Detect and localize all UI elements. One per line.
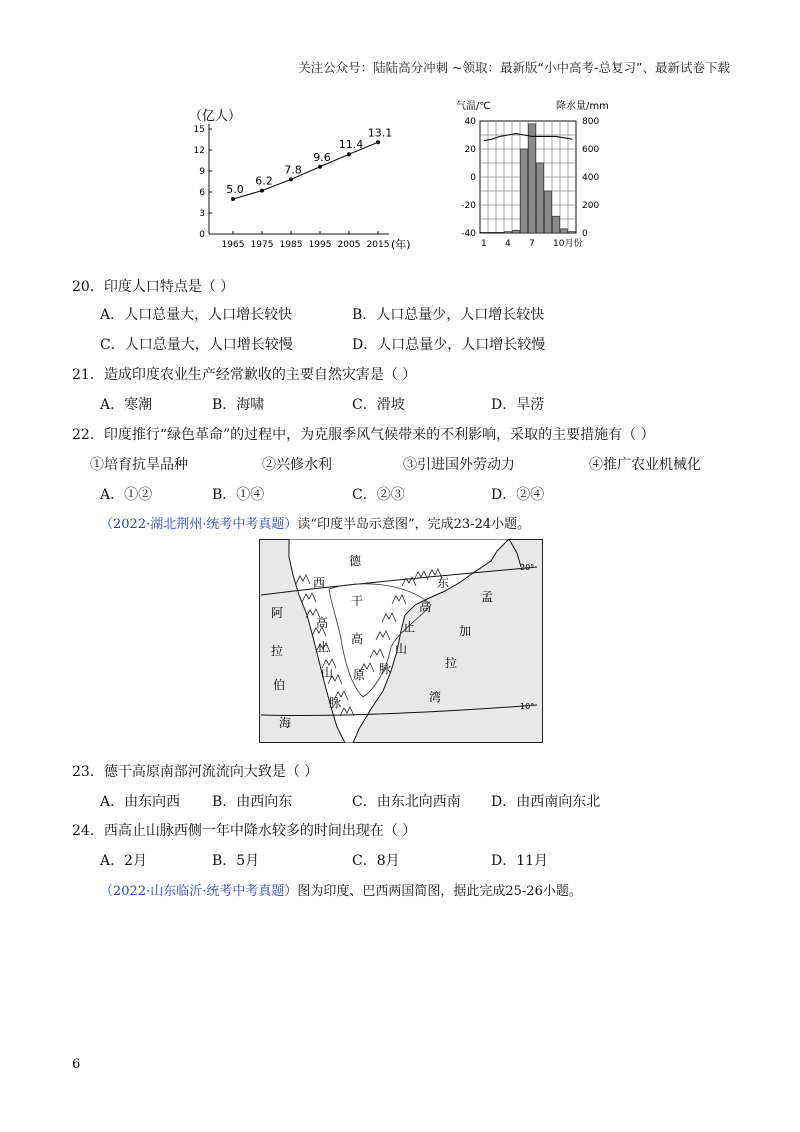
temp-tick: 40 xyxy=(464,117,476,127)
population-x-tick: 1965 xyxy=(221,240,245,250)
precip-bar xyxy=(537,163,544,233)
eastern-ghats-label: 东 xyxy=(437,576,450,590)
precip-bar xyxy=(545,191,552,233)
bay-of-bengal-label: 孟 xyxy=(481,590,494,604)
page-number: 6 xyxy=(72,1057,81,1072)
bay-of-bengal-label: 加 xyxy=(459,624,472,638)
climate-chart xyxy=(448,96,618,256)
temp-tick: -40 xyxy=(461,229,476,239)
precip-bar xyxy=(505,232,512,233)
population-y-tick: 6 xyxy=(199,188,205,198)
precip-bar xyxy=(521,149,528,233)
precip-bar xyxy=(561,229,568,233)
eastern-ghats-label: 高 xyxy=(419,600,432,614)
q22-option-b[interactable]: B．①④ xyxy=(212,487,265,503)
deccan-plateau-label: 干 xyxy=(351,594,364,608)
q20-option-a[interactable]: A．人口总量大，人口增长较快 xyxy=(100,307,293,323)
western-ghats-label: 山 xyxy=(321,666,334,680)
question-23: 23．德干高原南部河流流向大致是（ ） xyxy=(72,764,319,780)
population-point xyxy=(376,140,380,144)
q23-option-c[interactable]: C．由东北向西南 xyxy=(352,794,461,810)
source-tag: （2022·湖北荆州·统考中考真题） xyxy=(100,517,298,532)
eastern-ghats-label: 脉 xyxy=(379,662,392,676)
population-point xyxy=(289,177,293,181)
precip-tick: 800 xyxy=(582,117,600,127)
population-value-label: 7.8 xyxy=(284,163,302,177)
intro-23-24 xyxy=(100,513,530,532)
population-x-tick: 1985 xyxy=(279,240,303,250)
q20-option-c[interactable]: C．人口总量大，人口增长较慢 xyxy=(100,337,293,353)
temp-axis-label: 气温/℃ xyxy=(456,101,491,112)
arabian-sea-label: 拉 xyxy=(271,644,284,658)
population-x-label: (年) xyxy=(391,238,411,250)
q22-statement-3: ③引进国外劳动力 xyxy=(403,457,515,473)
precip-tick: 400 xyxy=(582,173,600,183)
q21-option-a[interactable]: A．寒潮 xyxy=(100,397,153,413)
population-y-tick: 3 xyxy=(199,209,205,219)
month-tick: 4 xyxy=(505,239,511,249)
intro-25-26 xyxy=(100,880,582,899)
q21-option-c[interactable]: C．滑坡 xyxy=(352,397,405,413)
source-tag: （2022·山东临沂·统考中考真题） xyxy=(100,884,298,899)
population-value-label: 6.2 xyxy=(255,174,273,188)
question-20: 20．印度人口特点是（ ） xyxy=(72,279,235,295)
bay-of-bengal-label: 湾 xyxy=(429,690,442,704)
q20-option-d[interactable]: D．人口总量少，人口增长较慢 xyxy=(352,337,546,353)
western-ghats-label: 脉 xyxy=(329,696,342,710)
population-y-tick: 0 xyxy=(199,230,205,240)
population-point xyxy=(260,189,264,193)
population-point xyxy=(318,165,322,169)
lat-10-label: 10° xyxy=(520,702,535,711)
population-value-label: 5.0 xyxy=(226,183,244,196)
india-peninsula-map xyxy=(259,539,543,743)
arabian-sea-label: 海 xyxy=(279,716,292,730)
precip-bar xyxy=(497,232,504,233)
precip-axis-label: 降水量/mm xyxy=(556,101,609,112)
population-value-label: 13.1 xyxy=(367,126,393,140)
temp-tick: 20 xyxy=(464,145,476,155)
month-tick: 1 xyxy=(481,239,487,249)
q24-option-c[interactable]: C．8月 xyxy=(352,853,400,869)
month-tick: 10月份 xyxy=(553,239,583,249)
arabian-sea-label: 伯 xyxy=(273,678,286,692)
population-x-tick: 2005 xyxy=(337,240,361,250)
precip-bar xyxy=(489,232,496,233)
intro-text: 读“印度半岛示意图”，完成23-24小题。 xyxy=(297,517,531,532)
page-header: 关注公众号：陆陆高分冲刺 ~领取：最新版“小中高考-总复习”、最新试卷下载 xyxy=(298,60,730,75)
question-21: 21．造成印度农业生产经常歉收的主要自然灾害是（ ） xyxy=(72,367,417,383)
population-y-tick: 9 xyxy=(199,167,205,177)
precip-tick: 200 xyxy=(582,201,600,211)
population-y-tick: 12 xyxy=(193,146,205,156)
population-y-tick: 15 xyxy=(193,125,205,135)
precip-bar xyxy=(569,232,576,233)
arabian-sea-label: 阿 xyxy=(271,606,284,620)
q22-statement-2: ②兴修水利 xyxy=(262,457,332,473)
western-ghats-label: 西 xyxy=(313,576,326,590)
population-point xyxy=(347,152,351,156)
q24-option-a[interactable]: A．2月 xyxy=(100,853,148,869)
population-line-chart xyxy=(185,100,425,250)
precip-bar xyxy=(481,232,488,233)
q24-option-b[interactable]: B．5月 xyxy=(212,853,260,869)
q22-option-d[interactable]: D．②④ xyxy=(491,487,545,503)
month-tick: 7 xyxy=(529,239,535,249)
population-value-label: 11.4 xyxy=(338,138,364,152)
lat-20-label: 20° xyxy=(520,563,535,572)
precip-bar xyxy=(529,124,536,233)
q24-option-d[interactable]: D．11月 xyxy=(491,853,549,869)
deccan-plateau-label: 原 xyxy=(353,668,366,682)
q20-option-b[interactable]: B．人口总量少，人口增长较快 xyxy=(352,307,545,323)
precip-tick: 0 xyxy=(582,229,588,239)
population-y-label: （亿人） xyxy=(189,109,242,124)
q22-statement-4: ④推广农业机械化 xyxy=(589,457,701,473)
q21-option-d[interactable]: D．旱涝 xyxy=(491,397,545,413)
q23-option-d[interactable]: D．由西南向东北 xyxy=(491,794,601,810)
question-22: 22．印度推行“绿色革命”的过程中，为克服季风气候带来的不利影响，采取的主要措施有（ ） xyxy=(72,427,655,443)
temp-tick: 0 xyxy=(470,173,476,183)
intro-text: 图为印度、巴西两国简图，据此完成25-26小题。 xyxy=(297,884,582,899)
population-value-label: 9.6 xyxy=(313,150,331,164)
precip-bar xyxy=(513,230,520,233)
population-x-tick: 2015 xyxy=(366,240,390,250)
bay-of-bengal-label: 拉 xyxy=(445,656,458,670)
precip-bar xyxy=(553,216,560,233)
eastern-ghats-label: 止 xyxy=(403,620,416,634)
q23-option-b[interactable]: B．由西向东 xyxy=(212,794,293,810)
q22-option-c[interactable]: C．②③ xyxy=(352,487,405,503)
q21-option-b[interactable]: B．海啸 xyxy=(212,397,265,413)
population-point xyxy=(231,197,235,201)
western-ghats-label: 高 xyxy=(316,616,329,630)
deccan-plateau-label: 德 xyxy=(349,554,362,568)
precip-tick: 600 xyxy=(582,145,600,155)
western-ghats-label: 止 xyxy=(317,640,330,654)
q23-option-a[interactable]: A．由东向西 xyxy=(100,794,181,810)
temp-tick: -20 xyxy=(461,201,476,211)
population-x-tick: 1995 xyxy=(308,240,332,250)
q22-option-a[interactable]: A．①② xyxy=(100,487,153,503)
population-x-tick: 1975 xyxy=(250,240,274,250)
deccan-plateau-label: 高 xyxy=(351,632,364,646)
eastern-ghats-label: 山 xyxy=(395,642,408,656)
q22-statement-1: ①培育抗旱品种 xyxy=(90,457,188,473)
question-24: 24．西高止山脉西侧一年中降水较多的时间出现在（ ） xyxy=(72,823,417,839)
